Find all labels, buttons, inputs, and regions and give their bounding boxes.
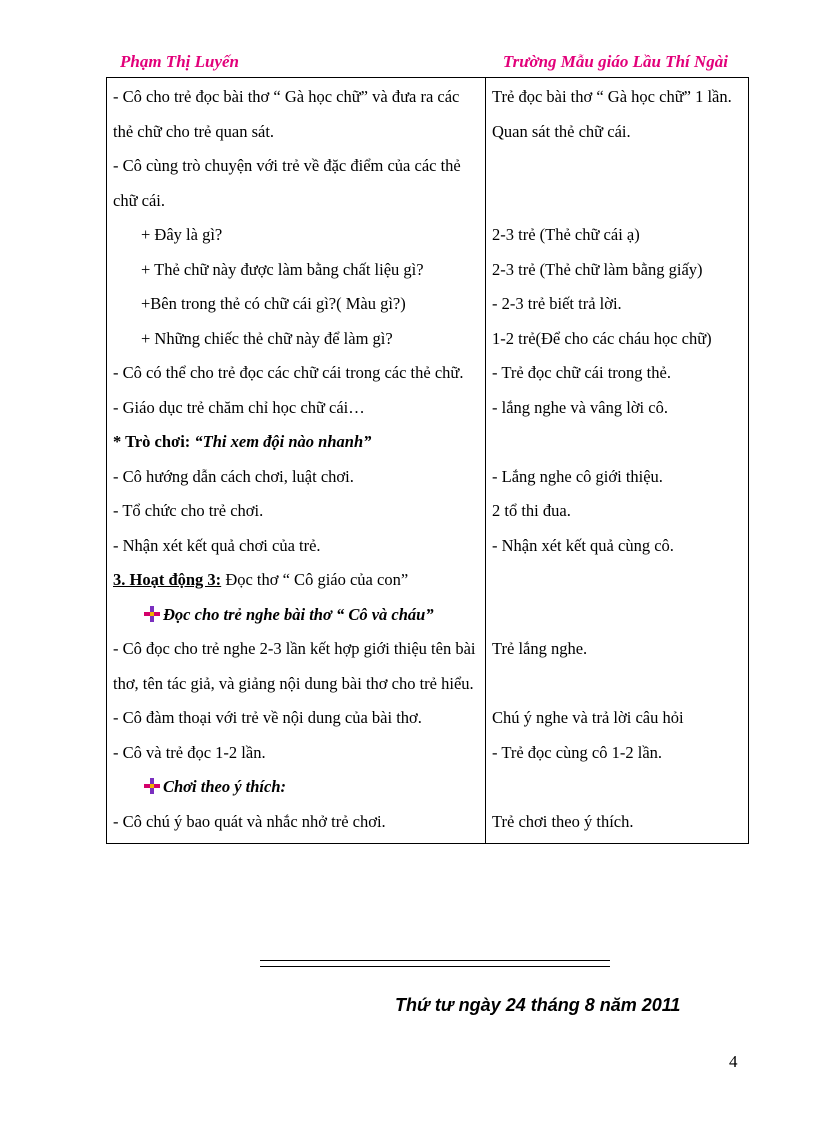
teacher-activity: - Cô cùng trò chuyện với trẻ về đặc điểm của các thẻ chữ cái. [107, 149, 486, 218]
subsection-heading [113, 770, 479, 805]
table-row [107, 563, 749, 598]
child-activity: Chú ý nghe và trả lời câu hỏi [486, 701, 749, 736]
question-text: + Đây là gì? [141, 225, 223, 244]
page-number: 4 [729, 1052, 738, 1071]
question-text: +Bên trong thẻ có chữ cái gì?( Màu gì?) [141, 294, 406, 313]
teacher-activity [107, 287, 486, 322]
table-row [107, 736, 749, 771]
child-activity: - lắng nghe và vâng lời cô. [486, 391, 749, 426]
teacher-activity: - Cô chú ý bao quát và nhắc nhở trẻ chơi. [107, 805, 486, 844]
child-activity: Trẻ đọc bài thơ “ Gà học chữ” 1 lần. Quan sát thẻ chữ cái. [486, 78, 749, 150]
child-activity: 1-2 trẻ(Để cho các cháu học chữ) [486, 322, 749, 357]
table-row [107, 494, 749, 529]
child-activity: - Nhận xét kết quả cùng cô. [486, 529, 749, 564]
child-activity: - 2-3 trẻ biết trả lời. [486, 287, 749, 322]
teacher-activity: - Cô và trẻ đọc 1-2 lần. [107, 736, 486, 771]
section-title: Đọc thơ “ Cô giáo của con” [221, 570, 409, 589]
teacher-activity: - Tổ chức cho trẻ chơi. [107, 494, 486, 529]
table-row [107, 460, 749, 495]
subsection-heading [113, 598, 479, 633]
subsection-text: Đọc cho trẻ nghe bài thơ “ Cô và cháu” [163, 604, 434, 624]
divider-double-line [260, 960, 610, 967]
teacher-activity [107, 425, 486, 460]
child-activity: - Trẻ đọc chữ cái trong thẻ. [486, 356, 749, 391]
teacher-activity: - Giáo dục trẻ chăm chỉ học chữ cái… [107, 391, 486, 426]
table-row [107, 218, 749, 253]
table-row [107, 78, 749, 150]
teacher-activity: - Cô đàm thoại với trẻ về nội dung của bài thơ. [107, 701, 486, 736]
child-activity [486, 149, 749, 218]
table-row [107, 770, 749, 805]
child-activity: Trẻ lắng nghe. [486, 632, 749, 701]
table-row [107, 529, 749, 564]
teacher-activity [107, 770, 486, 805]
table-row [107, 805, 749, 844]
bullet-cross-icon [143, 777, 161, 795]
table-row [107, 322, 749, 357]
child-activity [486, 425, 749, 460]
table-row [107, 632, 749, 701]
teacher-activity [107, 253, 486, 288]
child-activity: 2 tổ thi đua. [486, 494, 749, 529]
lesson-date: Thứ tư ngày 24 tháng 8 năm 2011 [395, 995, 681, 1015]
bullet-cross-icon [143, 605, 161, 623]
teacher-activity [107, 563, 486, 598]
section-heading: 3. Hoạt động 3: [113, 570, 222, 589]
child-activity: - Trẻ đọc cùng cô 1-2 lần. [486, 736, 749, 771]
table-row [107, 425, 749, 460]
teacher-activity: - Nhận xét kết quả chơi của trẻ. [107, 529, 486, 564]
teacher-activity [107, 218, 486, 253]
lesson-table [106, 77, 749, 844]
table-row [107, 149, 749, 218]
child-activity: - Lắng nghe cô giới thiệu. [486, 460, 749, 495]
teacher-activity: - Cô cho trẻ đọc bài thơ “ Gà học chữ” và đưa ra các thẻ chữ cho trẻ quan sát. [107, 78, 486, 150]
child-activity: 2-3 trẻ (Thẻ chữ cái ạ) [486, 218, 749, 253]
game-prefix: * Trò chơi: [113, 432, 195, 451]
teacher-activity: - Cô có thể cho trẻ đọc các chữ cái trong các thẻ chữ. [107, 356, 486, 391]
teacher-activity [107, 598, 486, 633]
question-text: + Thẻ chữ này được làm bằng chất liệu gì? [141, 259, 424, 279]
table-row [107, 356, 749, 391]
table-row [107, 287, 749, 322]
table-row [107, 701, 749, 736]
table-row [107, 598, 749, 633]
child-activity [486, 770, 749, 805]
child-activity [486, 598, 749, 633]
teacher-activity: - Cô hướng dẫn cách chơi, luật chơi. [107, 460, 486, 495]
subsection-text: Chơi theo ý thích: [163, 777, 286, 796]
table-row [107, 253, 749, 288]
table-row [107, 391, 749, 426]
child-activity: 2-3 trẻ (Thẻ chữ làm bằng giấy) [486, 253, 749, 288]
question-text: + Những chiếc thẻ chữ này để làm gì? [141, 328, 393, 348]
teacher-activity: - Cô đọc cho trẻ nghe 2-3 lần kết hợp giới thiệu tên bài thơ, tên tác giả, và giảng nội dung bài thơ cho trẻ hiểu. [107, 632, 486, 701]
teacher-activity [107, 322, 486, 357]
header-school: Trường Mẫu giáo Lầu Thí Ngài [502, 52, 728, 71]
game-title: “Thi xem đội nào nhanh” [194, 432, 372, 451]
child-activity: Trẻ chơi theo ý thích. [486, 805, 749, 844]
child-activity [486, 563, 749, 598]
header-author: Phạm Thị Luyến [120, 52, 240, 71]
